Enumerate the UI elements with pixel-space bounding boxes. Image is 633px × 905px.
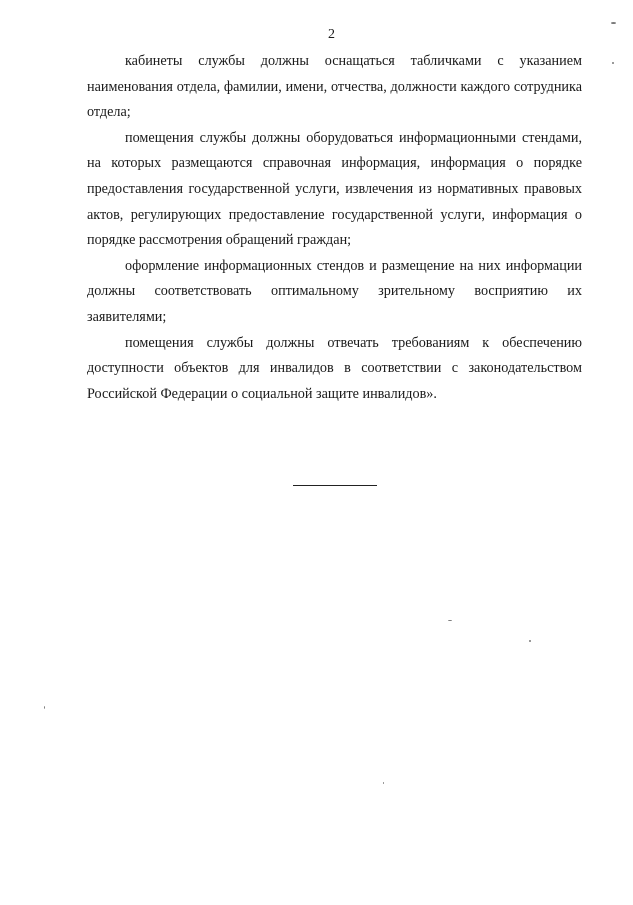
scan-speck <box>529 640 531 642</box>
scan-speck <box>611 22 616 24</box>
document-body <box>87 49 582 407</box>
scan-speck <box>448 620 452 621</box>
paragraph-accessibility: помещения службы должны отвечать требованиям к обеспечению доступности объектов для инвалидов в соответствии с законодательством Российской Федерации о социальной защите инвалидов». <box>87 334 582 402</box>
scan-speck <box>44 706 45 709</box>
scan-speck <box>612 62 614 64</box>
scan-speck <box>383 782 384 784</box>
paragraph-office-signs: кабинеты службы должны оснащаться табличками с указанием наименования отдела, фамилии, имени, отчества, должности каждого сотрудника отдела; <box>87 53 582 121</box>
end-of-text-rule <box>293 485 377 486</box>
paragraph-stands-design: оформление информационных стендов и размещение на них информации должны соответствовать оптимальному зрительному восприятию их заявителями; <box>87 257 582 325</box>
paragraph-information-stands: помещения службы должны оборудоваться информационными стендами, на которых размещаются справочная информация, информация о порядке предоставления государственной услуги, извлечения из нормативных правовых актов, регулирующих предоставление государственной услуги, информация о порядке рассмотрения обращений граждан; <box>87 129 582 249</box>
page-number: 2 <box>328 27 335 42</box>
